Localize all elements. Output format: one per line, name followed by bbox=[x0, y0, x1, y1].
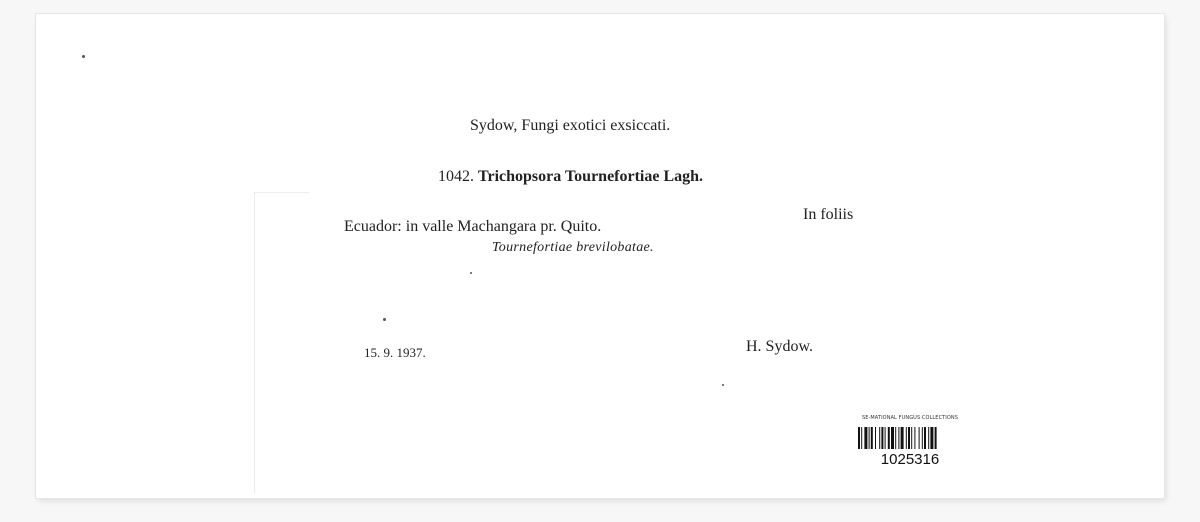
exsiccata-number: 1042. bbox=[438, 168, 474, 185]
barcode-institution: SE-MATIONAL FUNGUS COLLECTIONS bbox=[861, 415, 959, 421]
barcode-label bbox=[848, 411, 972, 473]
host-name: Tournefortiae brevilobatae. bbox=[492, 240, 654, 255]
speck-mark bbox=[383, 318, 386, 321]
species-line bbox=[438, 168, 703, 186]
locality-text: Ecuador: in valle Machangara pr. Quito. bbox=[344, 218, 602, 235]
speck-mark bbox=[722, 384, 724, 386]
herbarium-sheet bbox=[36, 14, 1164, 498]
speck-mark bbox=[470, 272, 472, 274]
barcode-number: 1025316 bbox=[880, 451, 940, 468]
series-title: Sydow, Fungi exotici exsiccati. bbox=[470, 117, 671, 134]
collection-date: 15. 9. 1937. bbox=[364, 345, 426, 360]
collector-name: H. Sydow. bbox=[746, 338, 813, 355]
barcode-icon bbox=[858, 427, 962, 449]
species-name: Trichopsora Tournefortiae Lagh. bbox=[478, 168, 704, 185]
speck-mark bbox=[82, 55, 85, 58]
label-outline bbox=[254, 192, 309, 493]
habitat-text: In foliis bbox=[803, 206, 854, 223]
